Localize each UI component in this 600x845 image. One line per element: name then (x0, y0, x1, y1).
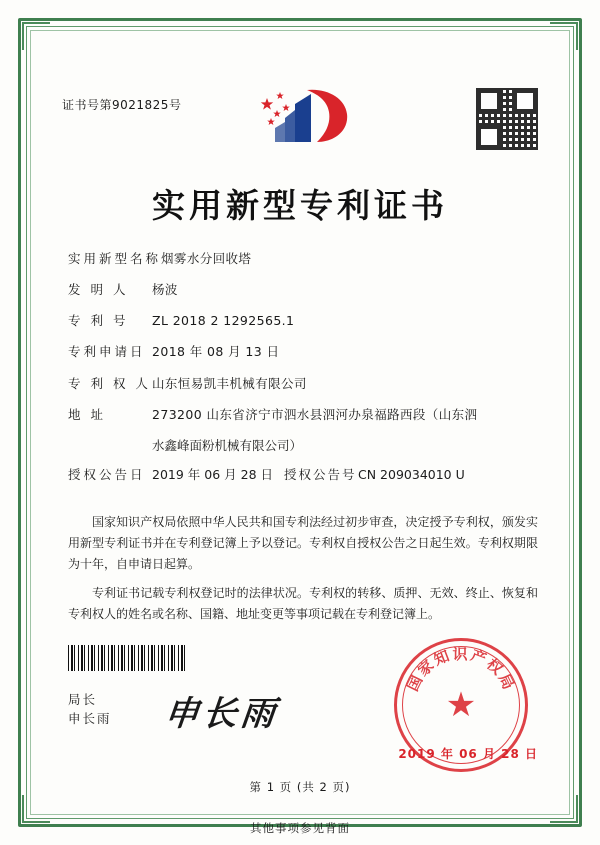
signature-name-label: 申长雨 (68, 711, 112, 727)
corner-ornament-bottom-left (22, 795, 50, 823)
footer-note: 其他事项参见背面 (250, 821, 350, 835)
signature-title-label: 局长 (68, 692, 98, 707)
qr-code-icon (476, 88, 538, 150)
page-number: 第 1 页 (共 2 页) (249, 780, 351, 794)
field-row-address (68, 406, 538, 424)
legal-text (68, 512, 538, 633)
field-value-address-line2: 水鑫峰面粉机械有限公司） (152, 437, 303, 453)
seal-star-icon: ★ (445, 685, 477, 725)
field-value-inventor: 杨波 (152, 282, 178, 298)
certificate-number: 证书号第9021825号 (62, 98, 182, 112)
patent-office-logo-icon (255, 84, 351, 146)
field-row-holder (68, 375, 538, 393)
field-list (68, 250, 538, 497)
field-row-grant (68, 466, 538, 484)
seal-text: 国家知识产权局 (403, 645, 519, 695)
field-row-patent-number (68, 312, 538, 330)
legal-paragraph-1: 国家知识产权局依照中华人民共和国专利法经过初步审查，决定授予专利权，颁发实用新型专利证书并在专利登记簿上予以登记。专利权自授权公告之日起生效。专利权期限为十年，自申请日起算。 (68, 515, 538, 571)
field-row-name (68, 250, 538, 268)
field-value-announce-number: CN 209034010 U (358, 466, 465, 482)
signature-block (68, 690, 112, 729)
field-label-inventor: 发 明 人 (68, 282, 129, 298)
field-label-holder: 专 利 权 人 (68, 375, 151, 391)
field-label-announce-number: 授权公告号 (284, 466, 357, 482)
corner-ornament-top-left (22, 22, 50, 50)
legal-paragraph-2: 专利证书记载专利权登记时的法律状况。专利权的转移、质押、无效、终止、恢复和专利权人的姓名或名称、国籍、地址变更等事项记载在专利登记簿上。 (68, 586, 538, 621)
corner-ornament-bottom-right (550, 795, 578, 823)
page-title: 实用新型专利证书 (152, 186, 448, 225)
barcode-icon (68, 645, 188, 671)
field-label-apply-date: 专利申请日 (68, 344, 146, 360)
corner-ornament-top-right (550, 22, 578, 50)
handwritten-signature: 申长雨 (162, 694, 281, 734)
field-row-apply-date (68, 343, 538, 361)
field-value-holder: 山东恒易凯丰机械有限公司 (152, 375, 307, 391)
seal-date: 2019 年 06 月 28 日 (398, 747, 538, 761)
field-value-apply-date: 2018 年 08 月 13 日 (152, 344, 280, 360)
field-value-address: 273200 山东省济宁市泗水县泗河办泉福路西段（山东泗 (152, 406, 478, 422)
field-label-grant-date: 授权公告日 (68, 466, 146, 482)
field-value-grant-date: 2019 年 06 月 28 日 (152, 466, 273, 482)
field-label-patent-number: 专 利 号 (68, 313, 129, 329)
field-value-name: 烟雾水分回收塔 (161, 251, 252, 266)
field-value-patent-number: ZL 2018 2 1292565.1 (152, 313, 295, 329)
field-label-name: 实用新型名称 (68, 251, 162, 266)
field-label-address: 地 址 (68, 406, 106, 422)
field-row-inventor (68, 281, 538, 299)
